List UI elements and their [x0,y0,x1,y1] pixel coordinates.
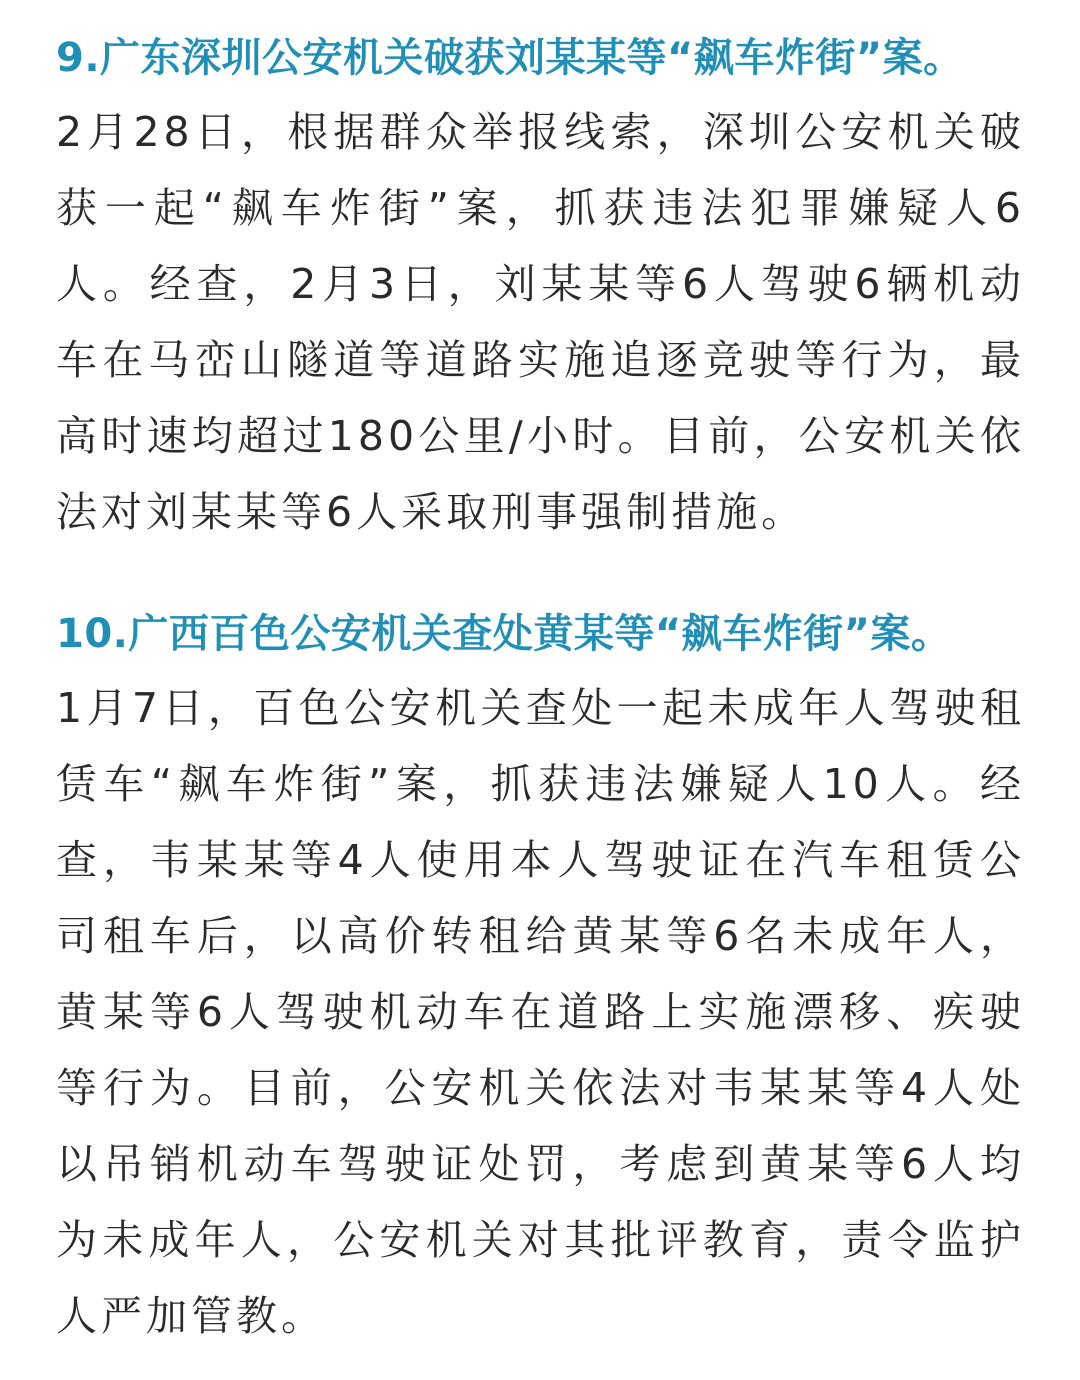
case-body: 1月7日，百色公安机关查处一起未成年人驾驶租赁车“飙车炸街”案，抓获违法嫌疑人10人。经查，韦某某等4人使用本人驾驶证在汽车租赁公司租车后，以高价转租给黄某等6名未成年人，黄某等6人驾驶机动车在道路上实施漂移、疾驶等行为。目前，公安机关依法对韦某某等4人处以吊销机动车驾驶证处罚，考虑到黄某等6人均为未成年人，公安机关对其批评教育，责令监护人严加管教。 [56,684,1025,1340]
case-item-10 [56,598,1025,1354]
case-title: 9.广东深圳公安机关破获刘某某等“飙车炸街”案。 [56,35,964,81]
case-title: 10.广西百色公安机关查处黄某等“飙车炸街”案。 [56,611,952,657]
case-item-9 [56,22,1025,550]
case-body: 2月28日，根据群众举报线索，深圳公安机关破获一起“飙车炸街”案，抓获违法犯罪嫌疑人6人。经查，2月3日，刘某某等6人驾驶6辆机动车在马峦山隧道等道路实施追逐竞驶等行为，最高时速均超过180公里/小时。目前，公安机关依法对刘某某等6人采取刑事强制措施。 [56,108,1025,536]
